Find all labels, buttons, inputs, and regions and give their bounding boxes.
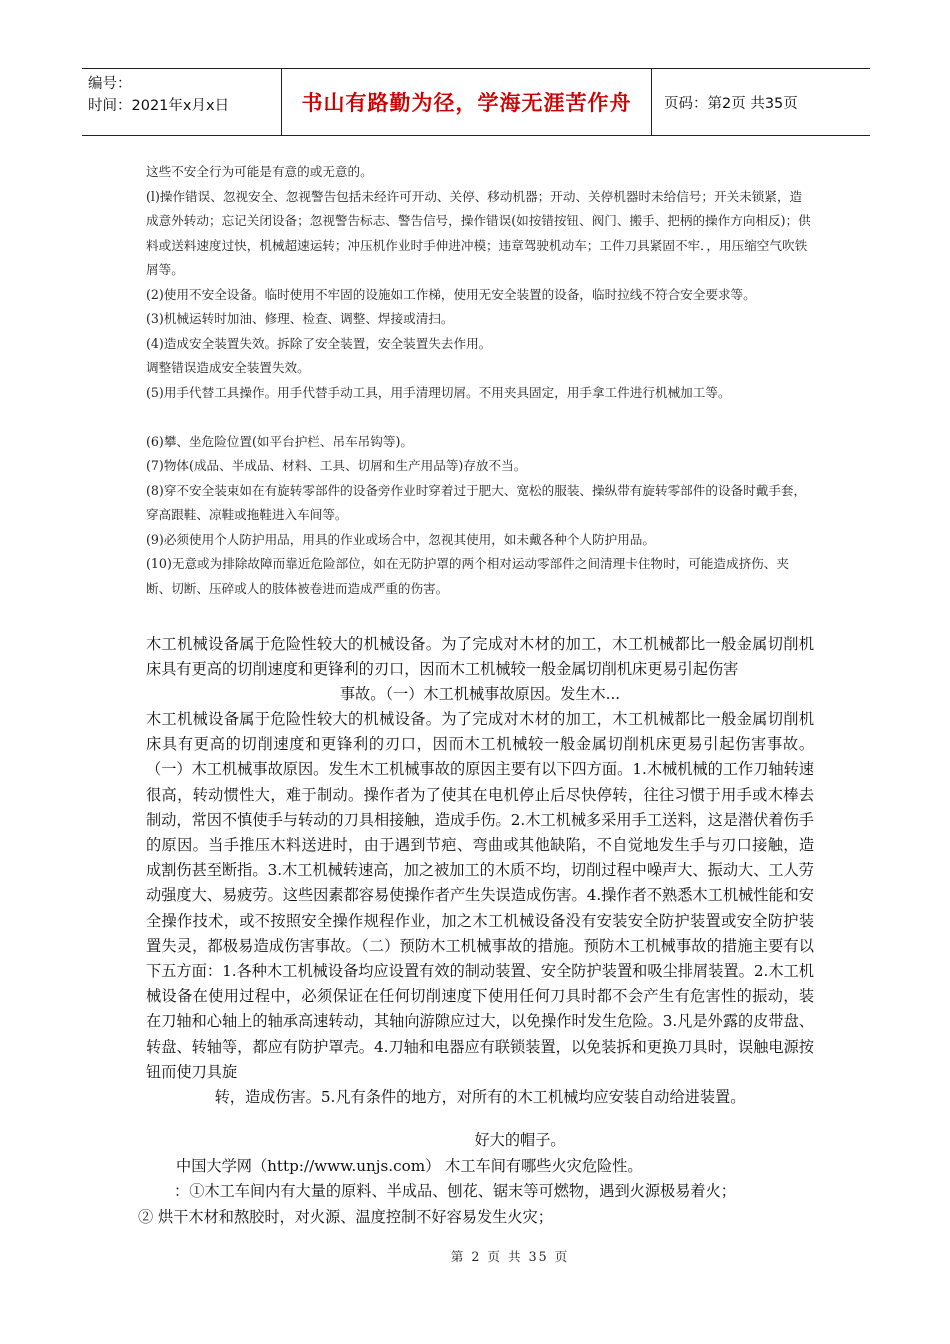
list-item: (l)操作错误、忽视安全、忽视警告包括未经许可开动、关停、移动机器；开动、关停机器时未给信号；开关未锁紧，造成意外转动；忘记关闭设备；忽视警告标志、警告信号，操作错误(如按错按钮、阀门、搬手、把柄的操作方向相反)；供料或送料速度过快，机械超速运转；冲压机作业时手伸进冲模；违章驾驶机动车；工件刀具紧固不牢．，用压缩空气吹铁屑等。 [146, 188, 811, 277]
source-line: 中国大学网（http://www.unjs.com） 木工车间有哪些火灾危险性。 [176, 1156, 643, 1175]
list-item: (5)用手代替工具操作。用手代替手动工具，用手清理切屑。不用夹具固定，用手拿工件进行机械加工等。 [146, 384, 731, 400]
list-item: (10)无意或为排除故障而靠近危险部位，如在无防护罩的两个相对运动零部件之间清理卡住物时，可能造成挤伤、夹断、切断、压碎或人的肢体被卷进而造成严重的伤害。 [146, 556, 789, 596]
summary-last-line: 事故。（一）木工机械事故原因。发生木... [339, 685, 621, 704]
list-item: 这些不安全行为可能是有意的或无意的。 [146, 164, 373, 179]
code-label: 编号： [88, 76, 132, 92]
section-title: 好大的帽子。 [474, 1131, 566, 1149]
main-paragraph [146, 707, 814, 1110]
header-meta [82, 69, 282, 135]
list-item: (7)物体(成品、半成品、材料、工具、切屑和生产用品等)存放不当。 [146, 458, 527, 473]
header-motto: 书山有路勤为径，学海无涯苦作舟 [282, 69, 652, 135]
blank-line [146, 405, 814, 430]
summary-body: 木工机械设备属于危险性较大的机械设备。为了完成对木材的加工，木工机械都比一般金属切削机床具有更高的切削速度和更锋利的刃口，因而木工机械较一般金属切削机床更易引起伤害 [146, 635, 814, 679]
hazard-line-1: ：①木工车间内有大量的原料、半成品、刨花、锯末等可燃物，遇到火源极易着火； [174, 1182, 736, 1200]
list-item: (4)造成安全装置失效。拆除了安全装置，安全装置失去作用。 [146, 335, 492, 351]
page-footer: 第 2 页 共 35 页 [450, 1249, 570, 1264]
summary-paragraph [146, 632, 814, 708]
unsafe-behaviors-list [146, 160, 814, 601]
list-item: (6)攀、坐危险位置(如平台护栏、吊车吊钩等)。 [146, 433, 413, 449]
header-page-info: 页码：第2页 共35页 [664, 95, 798, 112]
list-item: 调整错误造成安全装置失效。 [146, 360, 310, 375]
list-item: (8)穿不安全装束如在有旋转零部件的设备旁作业时穿着过于肥大、宽松的服装、操纵带有旋转零部件的设备时戴手套，穿高跟鞋、凉鞋或拖鞋进入车间等。 [146, 482, 807, 522]
page-header [82, 68, 870, 136]
list-item: (3)机械运转时加油、修理、检查、调整、焊接或清扫。 [146, 311, 454, 326]
fire-hazard-section [138, 1128, 814, 1230]
main-body: 木工机械设备属于危险性较大的机械设备。为了完成对木材的加工，木工机械都比一般金属切削机床具有更高的切削速度和更锋利的刃口，因而木工机械较一般金属切削机床更易引起伤害事故。（一）木工机械事故原因。发生木工机械事故的原因主要有以下四方面。1.木械机械的工作刀轴转速很高，转动惯性大，难于制动。操作者为了使其在电机停止后尽快停转，往往习惯于用手或木棒去制动，常因不慎使手与转动的刀具相接触，造成手伤。2.木工机械多采用手工送料，这是潜伏着伤手的原因。当手推压木料送进时，由于遇到节疤、弯曲或其他缺陷，不自觉地发生手与刃口接触，造成割伤甚至断指。3.木工机械转速高，加之被加工的木质不均，切削过程中噪声大、振动大、工人劳动强度大、易疲劳。这些因素都容易使操作者产生失误造成伤害。4.操作者不熟悉木工机械性能和安全操作技术，或不按照安全操作规程作业，加之木工机械设备没有安装安全防护装置或安全防护装置失灵，都极易造成伤害事故。（二）预防木工机械事故的措施。预防木工机械事故的措施主要有以下五方面：1.各种木工机械设备均应设置有效的制动装置、安全防护装置和吸尘排屑装置。2.木工机械设备在使用过程中，必须保证在任何切削速度下使用任何刀具时都不会产生有危害性的振动，装在刀轴和心轴上的轴承高速转动，其轴向游隙应过大，以免操作时发生危险。3.凡是外露的皮带盘、转盘、转轴等，都应有防护罩壳。4.刀轴和电器应有联锁装置，以免装拆和更换刀具时，误触电源按钮而使刀具旋 [146, 710, 814, 1081]
list-item: (2)使用不安全设备。临时使用不牢固的设施如工作梯，使用无安全装置的设备，临时拉线不符合安全要求等。 [146, 286, 756, 302]
list-item: (9)必须使用个人防护用品，用具的作业或场合中，忽视其使用，如未戴各种个人防护用品。 [146, 531, 655, 547]
time-label: 时间：2021年x月x日 [88, 98, 230, 114]
main-last-line: 转，造成伤害。5.凡有条件的地方，对所有的木工机械均应安装自动给进装置。 [214, 1088, 746, 1107]
hazard-line-2: ② 烘干木材和熬胶时，对火源、温度控制不好容易发生火灾； [138, 1207, 553, 1226]
